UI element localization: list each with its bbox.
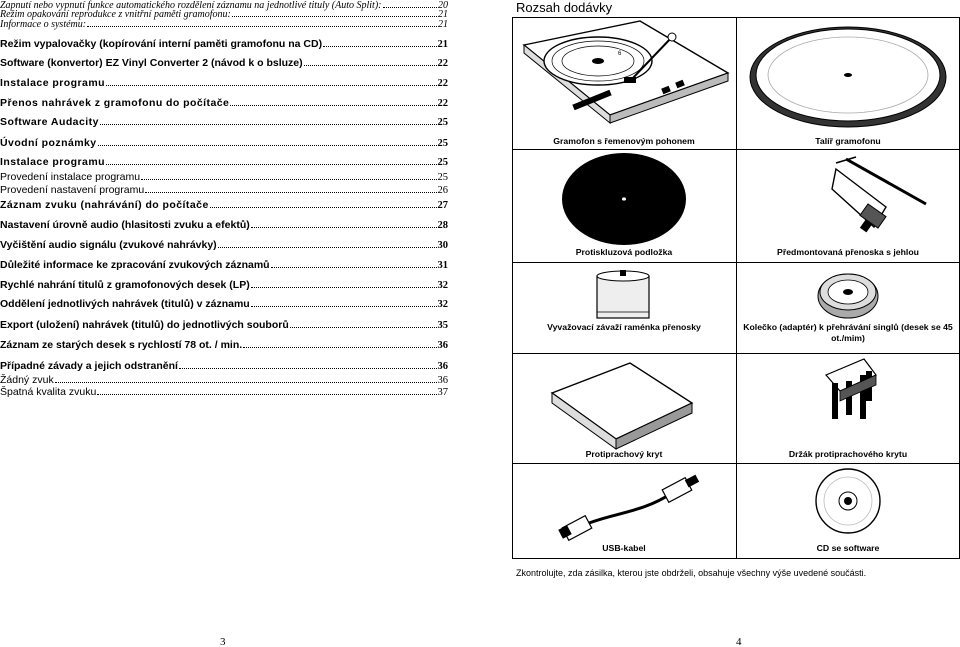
toc-entry-page: 22 — [437, 58, 448, 69]
toc-entry-title: Zapnutí nebo vypnutí funkce automatického rozdělení záznamu na jednotlivé tituly (Auto Split): — [0, 0, 382, 11]
toc-entry-page: 21 — [437, 39, 448, 50]
item-caption: Držák protiprachového krytu — [788, 449, 908, 459]
toc-entry-title: Vyčištění audio signálu (zvukové nahrávky) — [0, 239, 217, 251]
toc-entry-title: Úvodní poznámky — [0, 137, 97, 149]
toc-entry — [0, 19, 448, 30]
delivery-items-table — [512, 17, 960, 559]
toc-leader-dots — [232, 10, 437, 18]
toc-entry-page: 25 — [437, 117, 448, 128]
toc-entry-page: 30 — [437, 240, 448, 251]
toc-entry-title: Záznam zvuku (nahrávání) do počítače — [0, 199, 209, 211]
delivery-item — [736, 17, 960, 149]
toc-entry-title: Instalace programu — [0, 156, 105, 168]
toc-entry — [0, 339, 448, 351]
toc-entry — [0, 137, 448, 149]
toc-entry-page: 35 — [437, 320, 448, 331]
toc-leader-dots — [218, 240, 437, 248]
toc-entry-page: 22 — [437, 98, 448, 109]
toc-entry-title: Žádný zvuk — [0, 374, 54, 386]
toc-leader-dots — [100, 117, 437, 125]
toc-entry — [0, 386, 448, 398]
delivery-check-note: Zkontrolujte, zda zásilka, kterou jste obdrželi, obsahuje všechny výše uvedené součásti. — [516, 568, 867, 578]
toc-entry-title: Software Audacity — [0, 116, 99, 128]
toc-entry-title: Provedení instalace programu — [0, 171, 141, 183]
toc-entry-page: 36 — [437, 340, 448, 351]
delivery-item — [736, 262, 960, 353]
toc-entry-page: 36 — [437, 361, 448, 372]
delivery-item — [736, 149, 960, 262]
toc-entry-title: Záznam ze starých desek s rychlostí 78 ot. / min. — [0, 339, 243, 351]
toc-entry — [0, 199, 448, 211]
table-of-contents-page — [0, 0, 448, 647]
toc-leader-dots — [271, 260, 437, 268]
toc-entry — [0, 97, 448, 109]
toc-entry-title: Software (konvertor) EZ Vinyl Converter 2 (návod k o bsluze) — [0, 57, 303, 69]
toc-leader-dots — [304, 58, 437, 66]
delivery-item — [736, 463, 960, 558]
delivery-item — [512, 353, 736, 463]
toc-entry — [0, 374, 448, 386]
toc-leader-dots — [230, 98, 436, 106]
toc-entry-page: 26 — [437, 185, 448, 196]
toc-leader-dots — [98, 138, 437, 146]
svg-text:6: 6 — [618, 51, 622, 57]
toc-entry-title: Režim vypalovačky (kopírování interní paměti gramofonu na CD) — [0, 38, 323, 50]
toc-entry — [0, 319, 448, 331]
toc-leader-dots — [145, 185, 436, 193]
toc-entry-title: Oddělení jednotlivých nahrávek (titulů) v záznamu — [0, 298, 250, 310]
toc-entry — [0, 298, 448, 310]
toc-entry-title: Případné závady a jejich odstranění — [0, 360, 178, 372]
toc-leader-dots — [97, 387, 436, 395]
toc-entry — [0, 184, 448, 196]
toc-entry-page: 25 — [437, 157, 448, 168]
item-caption: Talíř gramofonu — [815, 136, 881, 146]
item-caption: Vyvažovací závaží raménka přenosky — [547, 322, 701, 332]
toc-entry — [0, 77, 448, 89]
toc-entry-title: Režim opakování reprodukce z vnitřní paměti gramofonu: — [0, 9, 231, 20]
toc-entry — [0, 219, 448, 231]
toc-entry — [0, 279, 448, 291]
toc-entry — [0, 156, 448, 168]
toc-entry-title: Provedení nastavení programu — [0, 184, 145, 196]
toc-leader-dots — [290, 320, 437, 328]
toc-leader-dots — [179, 361, 437, 369]
toc-entry-page: 21 — [438, 9, 448, 20]
item-caption: Předmontovaná přenoska s jehlou — [777, 247, 919, 257]
page-number-right: 4 — [736, 636, 742, 647]
item-caption: Kolečko (adaptér) k přehrávání singlů (desek se 45 ot./mim) — [743, 322, 953, 343]
table-border — [512, 558, 960, 559]
toc-leader-dots — [106, 157, 437, 165]
hinge-icon — [736, 353, 960, 463]
headshell-icon — [736, 149, 960, 262]
toc-entry-page: 28 — [437, 220, 448, 231]
item-caption: USB-kabel — [602, 543, 646, 553]
toc-entry-title: Instalace programu — [0, 77, 105, 89]
delivery-item — [512, 463, 736, 558]
delivery-item — [736, 353, 960, 463]
page-title: Rozsah dodávky — [516, 0, 613, 15]
scope-of-delivery-page — [512, 0, 960, 647]
toc-leader-dots — [251, 299, 437, 307]
toc-entry-page: 32 — [437, 280, 448, 291]
toc-entry — [0, 116, 448, 128]
toc-entry-title: Export (uložení) nahrávek (titulů) do jednotlivých souborů — [0, 319, 289, 331]
platter-icon — [736, 17, 960, 149]
toc-entry-page: 27 — [437, 200, 448, 211]
toc-entry-page: 36 — [437, 375, 448, 386]
toc-entry-title: Rychlé nahrání titulů z gramofonových desek (LP) — [0, 279, 250, 291]
toc-leader-dots — [383, 1, 438, 9]
toc-leader-dots — [323, 39, 436, 47]
page-number-left: 3 — [220, 636, 226, 647]
toc-leader-dots — [55, 375, 437, 383]
toc-entry-title: Informace o systému: — [0, 19, 87, 30]
toc-entry — [0, 259, 448, 271]
turntable-icon — [512, 17, 736, 149]
toc-entry — [0, 38, 448, 50]
toc-leader-dots — [87, 20, 437, 28]
toc-leader-dots — [243, 340, 436, 348]
toc-leader-dots — [210, 200, 437, 208]
toc-entry — [0, 171, 448, 183]
toc-entry-page: 25 — [437, 172, 448, 183]
slipmat-icon — [512, 149, 736, 262]
toc-entry-page: 22 — [437, 78, 448, 89]
item-caption: Protiskluzová podložka — [575, 247, 673, 257]
toc-entry — [0, 239, 448, 251]
delivery-item — [512, 149, 736, 262]
toc-entry-page: 20 — [438, 0, 448, 11]
toc-entry-page: 37 — [437, 387, 448, 398]
toc-entry-page: 25 — [437, 138, 448, 149]
toc-leader-dots — [106, 78, 437, 86]
toc-leader-dots — [141, 172, 436, 180]
toc-entry-title: Nastavení úrovně audio (hlasitosti zvuku a efektů) — [0, 219, 250, 231]
toc-entry — [0, 360, 448, 372]
toc-entry-page: 21 — [438, 19, 448, 30]
delivery-item — [512, 17, 736, 149]
dust-cover-icon — [512, 353, 736, 463]
toc-entry-title: Důležité informace ke zpracování zvukových záznamů — [0, 259, 270, 271]
toc-entry-page: 31 — [437, 260, 448, 271]
item-caption: Protiprachový kryt — [585, 449, 663, 459]
toc-entry — [0, 57, 448, 69]
toc-entry-page: 32 — [437, 299, 448, 310]
item-caption: Gramofon s řemenovým pohonem — [553, 136, 695, 146]
toc-leader-dots — [251, 280, 437, 288]
counterweight-icon — [512, 262, 736, 353]
toc-entry-title: Špatná kvalita zvuku — [0, 386, 97, 398]
item-caption: CD se software — [816, 543, 880, 553]
toc-entry-title: Přenos nahrávek z gramofonu do počítače — [0, 97, 230, 109]
toc-leader-dots — [251, 220, 437, 228]
delivery-item — [512, 262, 736, 353]
